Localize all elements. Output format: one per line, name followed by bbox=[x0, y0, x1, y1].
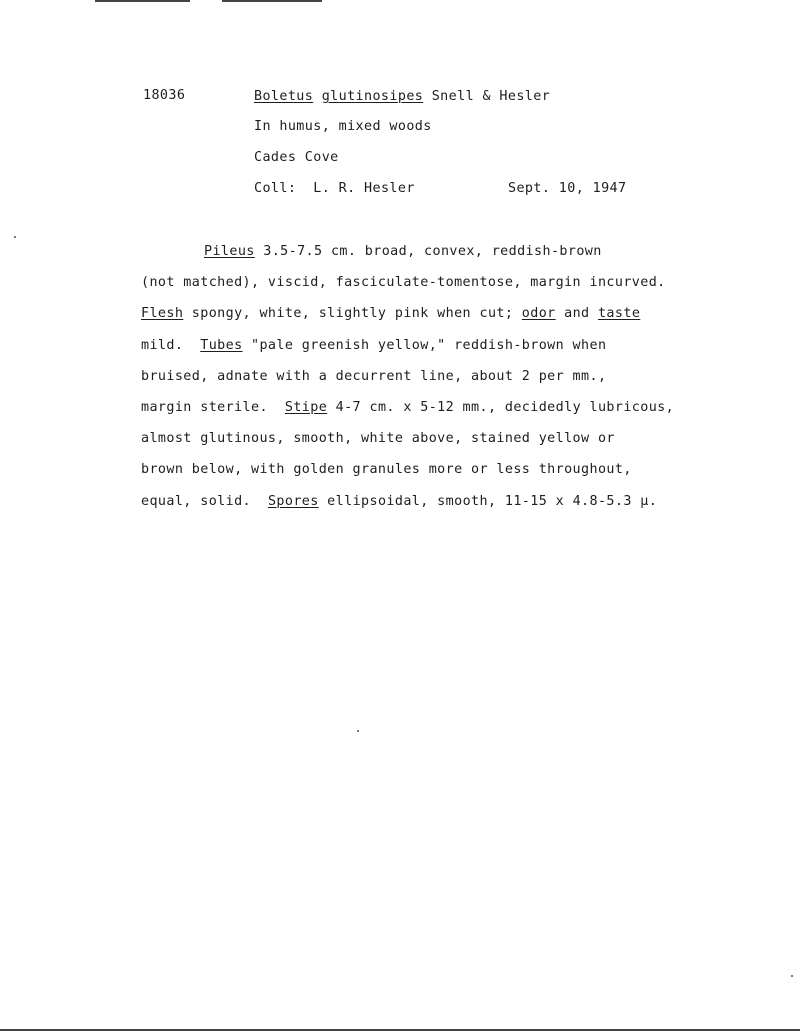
description-line-8 bbox=[141, 462, 632, 477]
scan-speck bbox=[14, 236, 16, 238]
collector-name: L. R. Hesler bbox=[313, 181, 415, 196]
text-fragment: brown below, with golden granules more or less throughout, bbox=[141, 462, 632, 477]
scan-speck bbox=[791, 975, 793, 977]
term-spores: Spores bbox=[267, 494, 319, 509]
description-line-4 bbox=[141, 338, 606, 353]
text-fragment: spongy, white, slightly pink when cut; bbox=[183, 306, 522, 321]
collector-line bbox=[254, 181, 415, 196]
description-line-6 bbox=[141, 400, 674, 415]
text-fragment: "pale greenish yellow," reddish-brown when bbox=[242, 338, 607, 353]
accession-number: 18036 bbox=[143, 88, 186, 103]
description-line-1 bbox=[204, 244, 602, 259]
description-line-7 bbox=[141, 431, 615, 446]
description-line-3 bbox=[141, 306, 640, 321]
text-fragment: equal, solid. bbox=[141, 494, 268, 509]
description-line-9 bbox=[141, 494, 657, 509]
text-fragment: 4-7 cm. x 5-12 mm., decidedly lubricous, bbox=[327, 400, 675, 415]
genus: Boletus bbox=[254, 89, 314, 104]
top-rule-left bbox=[95, 0, 190, 2]
text-fragment: almost glutinous, smooth, white above, stained yellow or bbox=[141, 431, 615, 446]
term-tubes: Tubes bbox=[200, 338, 243, 353]
text-fragment: margin sterile. bbox=[141, 400, 285, 415]
collector-label: Coll: bbox=[254, 181, 297, 196]
bottom-rule bbox=[0, 1029, 800, 1031]
authority: Snell & Hesler bbox=[431, 89, 551, 104]
species-epithet: glutinosipes bbox=[321, 89, 424, 104]
locality-line: Cades Cove bbox=[254, 150, 339, 165]
collection-date: Sept. 10, 1947 bbox=[508, 181, 627, 196]
scan-speck bbox=[357, 730, 359, 732]
term-pileus: Pileus bbox=[204, 244, 255, 259]
text-fragment: 3.5-7.5 cm. broad, convex, reddish-brown bbox=[254, 244, 602, 259]
text-fragment: bruised, adnate with a decurrent line, about 2 per mm., bbox=[141, 369, 607, 384]
text-fragment: ellipsoidal, smooth, 11-15 x 4.8-5.3 μ. bbox=[318, 494, 658, 509]
habitat-line: In humus, mixed woods bbox=[254, 119, 432, 134]
species-line bbox=[254, 89, 550, 104]
term-stipe: Stipe bbox=[284, 400, 328, 415]
term-taste: taste bbox=[597, 306, 641, 321]
text-fragment: mild. bbox=[141, 338, 201, 353]
term-flesh: Flesh bbox=[141, 306, 184, 321]
top-rule-right bbox=[222, 0, 322, 2]
description-line-2 bbox=[141, 275, 666, 290]
text-fragment: (not matched), viscid, fasciculate-tomentose, margin incurved. bbox=[141, 275, 666, 290]
text-fragment: and bbox=[555, 306, 598, 321]
term-odor: odor bbox=[521, 306, 556, 321]
description-line-5 bbox=[141, 369, 606, 384]
